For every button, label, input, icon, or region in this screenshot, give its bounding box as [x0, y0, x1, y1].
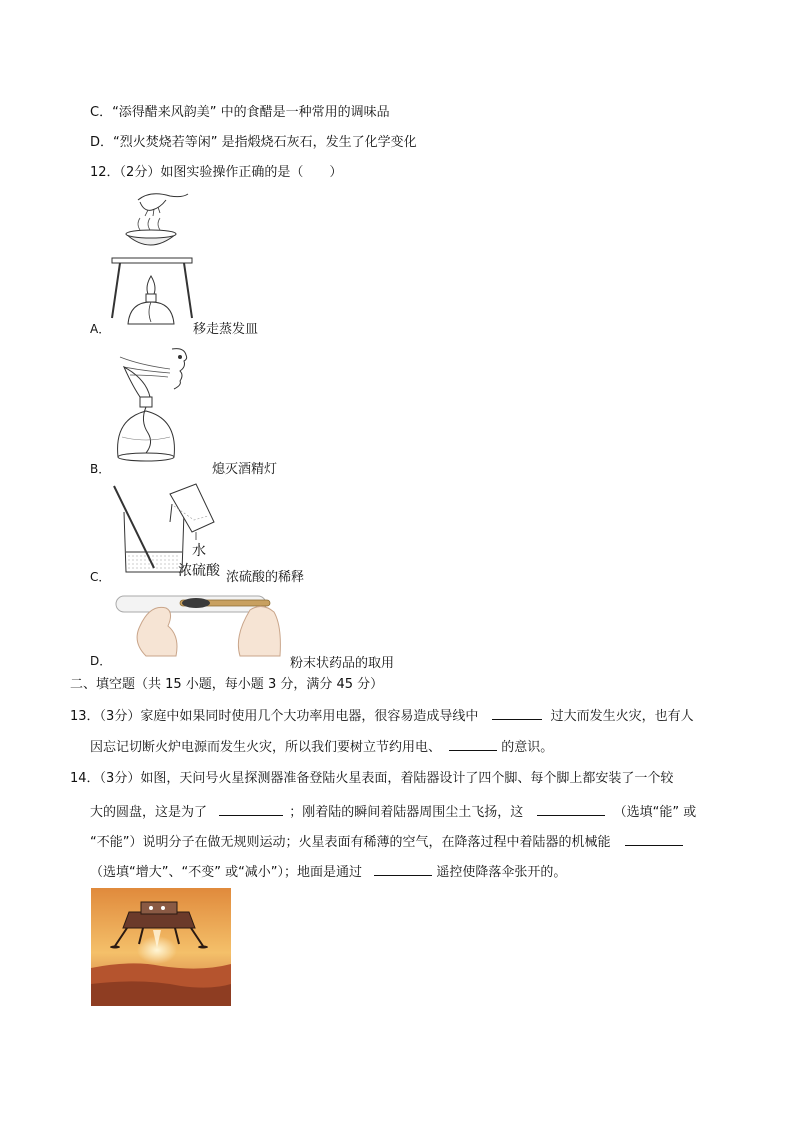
q11-option-c: C．“添得醋来风韵美” 中的食醋是一种常用的调味品 — [90, 105, 390, 120]
mars-lander-image — [91, 888, 231, 1006]
q14-line1: 14．（3分）如图，天问号火星探测器准备登陆火星表面，着陆器设计了四个脚、每个脚上都安装了一个较 — [70, 771, 674, 786]
q14-line4 — [90, 862, 566, 882]
q12-stem: 12．（2分）如图实验操作正确的是（ ） — [90, 165, 343, 180]
q13-text-3: 因忘记切断火炉电源而发生火灾，所以我们要树立节约用电、 — [90, 740, 442, 755]
q13-blank-1[interactable] — [492, 706, 542, 720]
figure-b-alcohol-lamp — [110, 345, 210, 470]
q13-text-2: 过大而发生火灾，也有人 — [550, 709, 694, 724]
q13-text-1: 13．（3分）家庭中如果同时使用几个大功率用电器，很容易造成导线中 — [70, 709, 479, 724]
q14-line3 — [90, 832, 683, 852]
q12-option-d-label: D． — [90, 654, 112, 668]
figure-a-evaporating-dish — [110, 190, 200, 330]
q12-option-a-caption: 移走蒸发皿 — [193, 322, 259, 337]
q14-text-1: 大的圆盘，这是为了 — [90, 805, 208, 820]
q14-text-6: 遥控使降落伞张开的。 — [436, 865, 567, 880]
q13-line1 — [70, 706, 694, 726]
q11-option-d: D．“烈火焚烧若等闲” 是指煅烧石灰石，发生了化学变化 — [90, 135, 417, 150]
q14-blank-4[interactable] — [374, 862, 432, 876]
section-heading: 二、填空题（共 15 小题，每小题 3 分，满分 45 分） — [70, 677, 384, 692]
q12-option-c-label: C． — [90, 570, 111, 584]
q14-blank-3[interactable] — [625, 832, 683, 846]
q14-blank-1[interactable] — [219, 802, 283, 816]
q12-option-b-caption: 熄灭酒精灯 — [212, 462, 278, 477]
q12-option-d-caption: 粉末状药品的取用 — [290, 656, 395, 671]
q12-option-c-caption: 浓硫酸的稀释 — [226, 570, 305, 585]
q14-blank-2[interactable] — [537, 802, 605, 816]
figure-c-acid-label: 浓硫酸 — [178, 563, 220, 579]
q12-option-b-label: B． — [90, 462, 111, 476]
figure-d-powder-transfer — [110, 586, 290, 668]
q14-line2 — [90, 802, 696, 822]
q13-blank-2[interactable] — [449, 737, 497, 751]
q14-text-3: （选填“能” 或 — [613, 805, 697, 820]
q12-option-a-label: A． — [90, 322, 111, 336]
q14-text-2: ；刚着陆的瞬间着陆器周围尘土飞扬，这 — [289, 805, 524, 820]
q13-line2 — [90, 737, 553, 757]
q13-text-4: 的意识。 — [501, 740, 554, 755]
figure-c-water-label: 水 — [192, 543, 206, 559]
q14-text-4: “不能”）说明分子在做无规则运动；火星表面有稀薄的空气，在降落过程中着陆器的机械能 — [90, 835, 611, 850]
q14-text-5: （选填“增大”、“不变” 或“减小”）；地面是通过 — [90, 865, 363, 880]
